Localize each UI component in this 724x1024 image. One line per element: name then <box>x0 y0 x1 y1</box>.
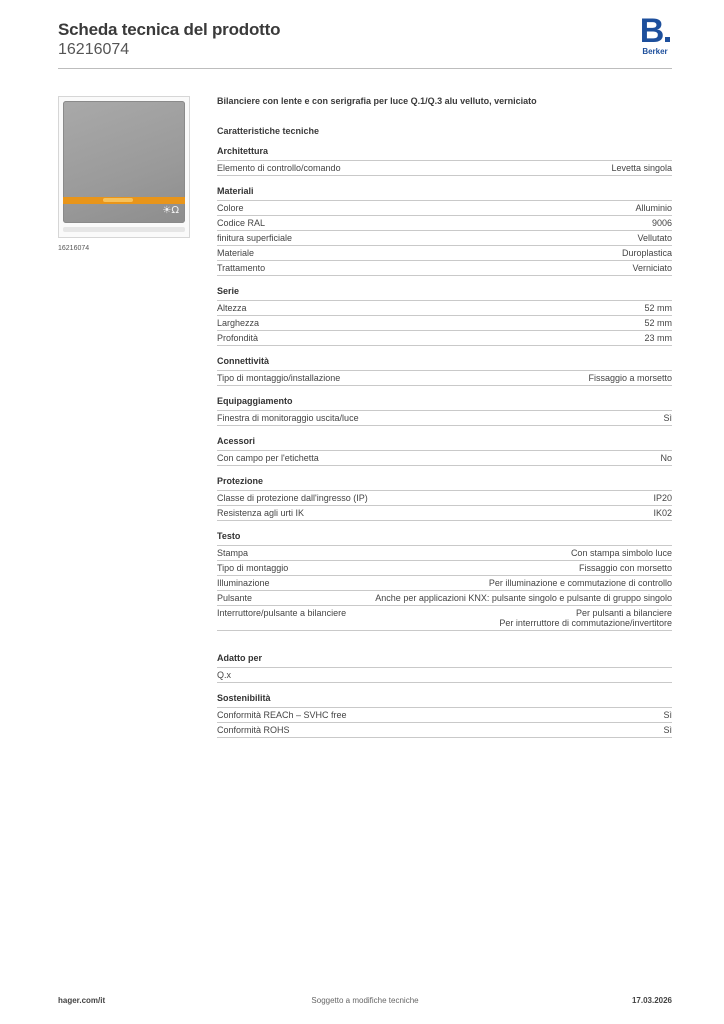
spec-value: Verniciato <box>632 263 672 273</box>
spec-row <box>217 560 672 575</box>
spec-row <box>217 245 672 260</box>
lens-highlight <box>103 198 133 202</box>
spec-value: Sì <box>663 725 672 735</box>
header-divider <box>58 68 672 69</box>
spec-key: Con campo per l'etichetta <box>217 453 319 463</box>
brand-logo <box>638 12 672 56</box>
spec-value: 52 mm <box>644 318 672 328</box>
spec-section <box>217 396 672 426</box>
spec-key: Conformità ROHS <box>217 725 290 735</box>
spec-section <box>217 286 672 346</box>
spec-key: Elemento di controllo/comando <box>217 163 341 173</box>
spec-row <box>217 330 672 346</box>
spec-key: Q.x <box>217 670 232 680</box>
spec-row <box>217 370 672 386</box>
spec-key: Finestra di monitoraggio uscita/luce <box>217 413 359 423</box>
section-title: Protezione <box>217 476 264 486</box>
spec-row <box>217 575 672 590</box>
spec-key: Illuminazione <box>217 578 270 588</box>
section-title: Connettività <box>217 356 270 366</box>
spec-key: Stampa <box>217 548 249 558</box>
spec-key: Tipo di montaggio <box>217 563 289 573</box>
light-symbol-icon: ☀Ω <box>162 205 179 216</box>
spec-row <box>217 215 672 230</box>
spec-value: Sì <box>663 413 672 423</box>
spec-key: Larghezza <box>217 318 260 328</box>
spec-key: Resistenza agli urti IK <box>217 508 305 518</box>
section-title: Testo <box>217 531 241 541</box>
spec-section <box>217 186 672 276</box>
spec-row <box>217 315 672 330</box>
section-title: Sostenibilità <box>217 693 271 703</box>
spec-row <box>217 667 672 683</box>
switch-base <box>63 227 185 232</box>
characteristics-title: Caratteristiche tecniche <box>217 126 320 136</box>
spec-section <box>217 356 672 386</box>
spec-value: Per illuminazione e commutazione di controllo <box>488 578 672 588</box>
spec-value: IP20 <box>653 493 672 503</box>
spec-value: No <box>660 453 672 463</box>
spec-value: Duroplastica <box>621 248 672 258</box>
spec-section <box>217 436 672 466</box>
spec-row <box>217 722 672 738</box>
section-title: Architettura <box>217 146 269 156</box>
spec-section <box>217 146 672 176</box>
section-title: Adatto per <box>217 653 262 663</box>
spec-key: Colore <box>217 203 244 213</box>
spec-key: Classe di protezione dall'ingresso (IP) <box>217 493 368 503</box>
spec-row <box>217 707 672 722</box>
image-caption: 16216074 <box>58 245 90 252</box>
section-title: Acessori <box>217 436 256 446</box>
section-title: Materiali <box>217 186 254 196</box>
spec-section <box>217 653 672 683</box>
product-code: 16216074 <box>58 41 130 58</box>
spec-row <box>217 410 672 426</box>
spec-row <box>217 490 672 505</box>
spec-key: Conformità REACh – SVHC free <box>217 710 347 720</box>
footer-date: 17.03.2026 <box>631 996 672 1005</box>
spec-row <box>217 590 672 605</box>
spec-key: Materiale <box>217 248 255 258</box>
footer-notice: Soggetto a modifiche tecniche <box>311 996 419 1005</box>
spec-row <box>217 160 672 176</box>
page-header <box>58 20 672 70</box>
spec-section <box>217 531 672 631</box>
spec-value: Fissaggio con morsetto <box>578 563 672 573</box>
spec-row <box>217 545 672 560</box>
spec-row <box>217 200 672 215</box>
spec-row <box>217 450 672 466</box>
spec-section <box>217 476 672 521</box>
spec-key: Codice RAL <box>217 218 266 228</box>
spec-key: Tipo di montaggio/installazione <box>217 373 341 383</box>
spec-value: Fissaggio a morsetto <box>588 373 672 383</box>
logo-mark: B <box>638 16 672 46</box>
section-title: Equipaggiamento <box>217 396 293 406</box>
product-description: Bilanciere con lente e con serigrafia per luce Q.1/Q.3 alu velluto, verniciato <box>217 96 537 106</box>
spec-section <box>217 693 672 738</box>
spec-value: 9006 <box>651 218 672 228</box>
spec-value: Con stampa simbolo luce <box>570 548 672 558</box>
spec-row <box>217 605 672 631</box>
logo-name: Berker <box>642 47 668 56</box>
spec-value: 23 mm <box>644 333 672 343</box>
spec-sections <box>217 146 672 738</box>
footer-website: hager.com/it <box>58 996 106 1005</box>
spec-content <box>217 96 672 738</box>
spec-value: IK02 <box>653 508 672 518</box>
spec-key: Pulsante <box>217 593 253 603</box>
spec-value: Anche per applicazioni KNX: pulsante singolo e pulsante di gruppo singolo <box>375 593 672 603</box>
spec-value: Alluminio <box>635 203 672 213</box>
rocker-switch-illustration <box>63 101 185 223</box>
spec-row <box>217 260 672 276</box>
spec-row <box>217 300 672 315</box>
spec-key: Trattamento <box>217 263 266 273</box>
spec-value: Per pulsanti a bilanciere Per interruttore di commutazione/invertitore <box>499 608 672 628</box>
spec-value: Levetta singola <box>611 163 672 173</box>
spec-row <box>217 505 672 521</box>
spec-key: Interruttore/pulsante a bilanciere <box>217 608 347 618</box>
spec-row <box>217 230 672 245</box>
document-title: Scheda tecnica del prodotto <box>58 20 281 39</box>
spec-value: Sì <box>663 710 672 720</box>
section-title: Serie <box>217 286 240 296</box>
spec-value: 52 mm <box>644 303 672 313</box>
product-image <box>58 96 190 238</box>
spec-key: Altezza <box>217 303 247 313</box>
spec-key: finitura superficiale <box>217 233 293 243</box>
spec-key: Profondità <box>217 333 259 343</box>
spec-value: Vellutato <box>637 233 672 243</box>
